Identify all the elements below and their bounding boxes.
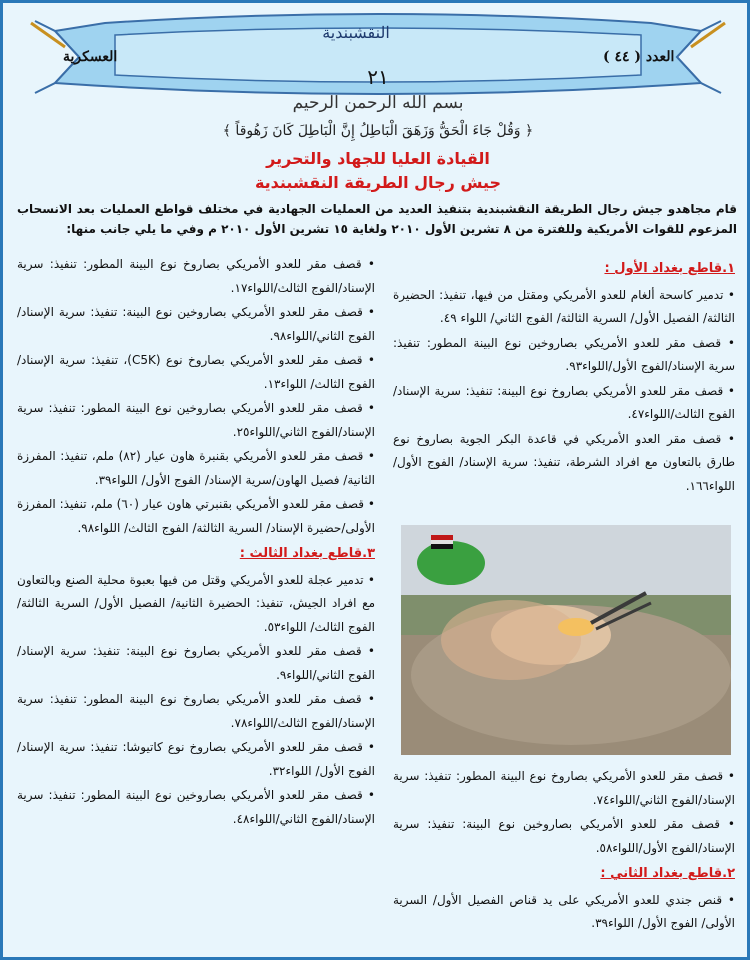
right-column-lower — [393, 765, 735, 937]
left-column — [17, 253, 375, 832]
list-item: • قصف مقر للعدو الأمريكي بصاروخين نوع البينة: تنفيذ: سرية الإسناد/الفوج الثاني/اللواء٩٨. — [17, 301, 375, 348]
list-item: • قصف مقر للعدو الأمريكي بصاروخ نوع البينة المطور: تنفيذ: سرية الإسناد/الفوج الثالث/اللواء١٧. — [17, 253, 375, 300]
intro-paragraph: قام مجاهدو جيش رجال الطريقة النقشبندية بتنفيذ العديد من العمليات الجهادية في مختلف قواطع العمليات بعد الانسحاب المزعوم للقوات الأمريكية وللفترة من ٨ تشرين الأول ٢٠١٠ ولغاية ١٥ تشرين الأول ٢٠١٠ م وفي ما يلي جانب منها: — [17, 202, 737, 236]
org-title-2: جيش رجال الطريقة النقشبندية — [254, 173, 502, 192]
section-title-baghdad1: ١.قاطع بغداد الأول : — [604, 261, 735, 276]
quran-verse: ﴿ وَقُلْ جَاءَ الْحَقُّ وَزَهَقَ الْبَاطِلُ إِنَّ الْبَاطِلَ كَانَ زَهُوقاً ﴾ — [222, 123, 534, 139]
page-number: ٢١ — [367, 65, 389, 89]
list-item: • قصف مقر للعدو الأمريكي بصاروخ نوع كاتيوشا: تنفيذ: سرية الإسناد/الفوج الأول/ اللواء٣٢. — [17, 736, 375, 783]
list-item: • قنص جندي للعدو الأمريكي على يد قناص الفصيل الأول/ السرية الأولى/ الفوج الأول/ اللواء٣٩. — [393, 889, 735, 936]
list-item: • قصف مقر للعدو الأمريكي بصاروخين نوع البينة: تنفيذ: سرية الإسناد/الفوج الأول/اللواء٥٨. — [393, 813, 735, 860]
basmala: بسم الله الرحمن الرحيم — [292, 93, 464, 113]
list-item: • قصف مقر العدو الأمريكي في قاعدة البكر الجوية بصاروخ نوع طارق بالتعاون مع افراد الشرطة، تنفيذ: سرية الإسناد/ الفوج الأول/ اللواء١٦٦. — [393, 428, 735, 499]
org-title-1: القيادة العليا للجهاد والتحرير — [266, 149, 490, 168]
list-item: • قصف مقر للعدو الأمريكي بصاروخ نوع البينة: تنفيذ: سرية الإسناد/الفوج الثالث/اللواء٤٧. — [393, 380, 735, 427]
list-item: • قصف مقر للعدو الأمريكي بصاروخ نوع البينة: تنفيذ: سرية الإسناد/الفوج الثاني/اللواء٩. — [17, 640, 375, 687]
list-item: • قصف مقر للعدو الأمريكي بصاروخين نوع البينة المطور: تنفيذ: سرية الإسناد/الفوج الثاني/اللواء٤٨. — [17, 784, 375, 831]
list-item: • قصف مقر للعدو الأمريكي بقنبرة هاون عيار (٨٢) ملم، تنفيذ: المفرزة الثانية/ فصيل الهاون/سرية الإسناد/ الفوج الأول/ اللواء٣٩. — [17, 445, 375, 492]
list-item: • قصف مقر للعدو الأمريكي بصاروخ نوع البينة المطور: تنفيذ: سرية الإسناد/الفوج الثاني/اللواء٧٤. — [393, 765, 735, 812]
list-item: • قصف مقر للعدو الأمريكي بصاروخ نوع البينة المطور: تنفيذ: سرية الإسناد/الفوج الثالث/اللواء٧٨. — [17, 688, 375, 735]
rocket-launch-photo — [401, 525, 731, 755]
section-title-baghdad3: ٣.قاطع بغداد الثالث : — [239, 546, 375, 561]
banner-title: النقشبندية — [322, 23, 390, 42]
section-label: العسكرية — [63, 49, 118, 65]
right-column — [393, 255, 735, 499]
list-item: • قصف مقر للعدو الأمريكي بصاروخين نوع البينة المطور: تنفيذ: سرية الإسناد/الفوج الثاني/اللواء٢٥. — [17, 397, 375, 444]
list-item: • تدمير عجلة للعدو الأمريكي وقتل من فيها بعبوة محلية الصنع وبالتعاون مع افراد الجيش، تنفيذ: الحضيرة الثانية/ الفصيل الأول/ السرية الثالثة/ الفوج الثالث/ اللواء٥٣. — [17, 569, 375, 640]
list-item: • قصف مقر للعدو الأمريكي بصاروخين نوع البينة المطور: تنفيذ: سرية الإسناد/الفوج الأول/اللواء٩٣. — [393, 332, 735, 379]
section-title-baghdad2: ٢.قاطع بغداد الثاني : — [600, 866, 735, 881]
list-item: • تدمير كاسحة ألغام للعدو الأمريكي ومقتل من فيها، تنفيذ: الحضيرة الثالثة/ الفصيل الأول/ السرية الثالثة/ الفوج الثاني/ اللواء ٤٩. — [393, 284, 735, 331]
photo-illustration — [401, 525, 731, 755]
list-item: • قصف مقر للعدو الأمريكي بصاروخ نوع (C5K)، تنفيذ: سرية الإسناد/ الفوج الثالث/ اللواء١٣. — [17, 349, 375, 396]
issue-number: العدد ( ٤٤ ) — [603, 49, 675, 65]
list-item: • قصف مقر للعدو الأمريكي بقنبرتي هاون عيار (٦٠) ملم، تنفيذ: المفرزة الأولى/حضيرة الإسناد/ السرية الثالثة/ الفوج الثالث/ اللواء٩٨. — [17, 493, 375, 540]
